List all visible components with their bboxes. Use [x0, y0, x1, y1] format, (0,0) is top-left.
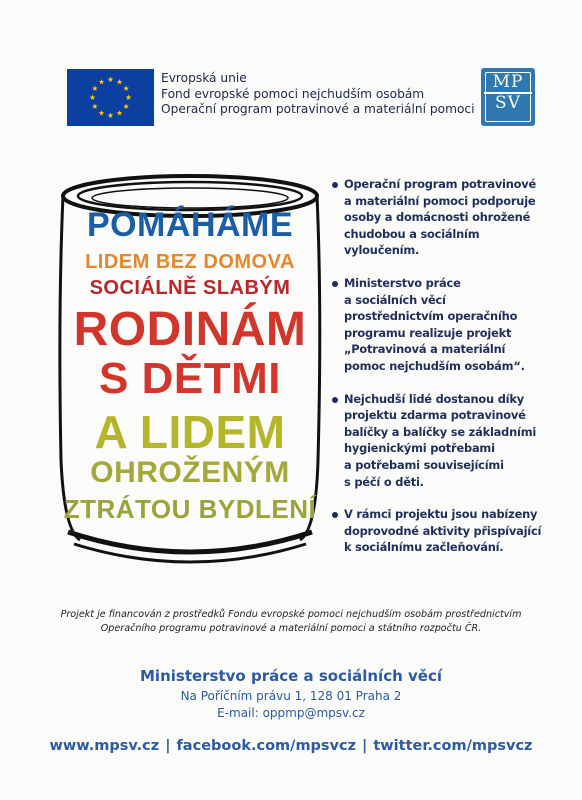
- mpsv-logo-top: MP: [492, 72, 524, 92]
- link-separator: |: [165, 738, 171, 754]
- ministry-name: Ministerstvo práce a sociálních věcí: [140, 667, 442, 685]
- bullet-dot-icon: [332, 182, 338, 188]
- eu-flag-logo: [67, 69, 154, 126]
- link-separator: |: [362, 738, 368, 754]
- header-line-fund: Fond evropské pomoci nejchudším osobám: [161, 86, 425, 101]
- bullet-dot-icon: [332, 281, 338, 287]
- can-text-line-7: OHROŽENÝM: [90, 456, 290, 489]
- can-text-line-1: POMÁHÁME: [86, 206, 294, 244]
- eu-program-heading: [161, 71, 475, 118]
- bullet-text: Ministerstvo práce a sociálních věcí prostřednictvím operačního programu realizuje projekt „Potravinová a materiální pomoc nejchudším osobám“.: [344, 275, 525, 373]
- ministry-email[interactable]: E-mail: oppmp@mpsv.cz: [217, 706, 365, 720]
- footer-links: [0, 738, 582, 754]
- can-text-line-8: ZTRÁTOU BYDLENÍ: [63, 494, 317, 524]
- bullet-dot-icon: [332, 397, 338, 403]
- link-website[interactable]: www.mpsv.cz: [49, 738, 160, 754]
- bullet-text: V rámci projektu jsou nabízeny doprovodné aktivity přispívající k sociálnímu začleňování.: [344, 507, 542, 555]
- can-text-line-5: S DĚTMI: [99, 354, 281, 403]
- list-item: [331, 275, 551, 375]
- link-twitter[interactable]: twitter.com/mpsvcz: [373, 738, 533, 754]
- mpsv-logo-bottom: SV: [495, 93, 521, 113]
- header-line-program: Operační program potravinové a materiální pomoci: [161, 102, 475, 116]
- can-text-line-4: RODINÁM: [73, 303, 307, 356]
- eu-stars-icon: [67, 69, 154, 126]
- header-line-eu: Evropská unie: [161, 71, 247, 85]
- bullet-text: Nejchudší lidé dostanou díky projektu zdarma potravinové balíčky a balíčky se základními hygienickými potřebami a potřebami souvisejícími s péčí o děti.: [344, 391, 537, 489]
- bullet-text: Operační program potravinové a materiální pomoci podporuje osoby a domácnosti ohrožené chudobou a sociálním vyloučením.: [344, 177, 537, 258]
- can-text-line-3: SOCIÁLNĚ SLABÝM: [89, 277, 291, 299]
- bullet-dot-icon: [332, 512, 338, 518]
- can-text-line-2: LIDEM BEZ DOMOVA: [85, 251, 295, 273]
- mpsv-logo: [481, 68, 535, 126]
- link-facebook[interactable]: facebook.com/mpsvcz: [176, 738, 357, 754]
- list-item: [331, 506, 551, 556]
- list-item: [331, 391, 551, 491]
- funding-line-1: Projekt je financován z prostředků Fondu evropské pomoci nejchudším osobám prostřednictvím: [60, 609, 522, 620]
- can-text-line-6: A LIDEM: [94, 406, 286, 458]
- can-illustration: [50, 160, 330, 580]
- ministry-address: Na Poříčním právu 1, 128 01 Praha 2: [180, 689, 402, 703]
- info-bullet-list: [331, 176, 551, 572]
- list-item: [331, 176, 551, 259]
- funding-note: [30, 608, 552, 636]
- funding-line-2: Operačního programu potravinové a materiální pomoci a státního rozpočtu ČR.: [100, 623, 482, 634]
